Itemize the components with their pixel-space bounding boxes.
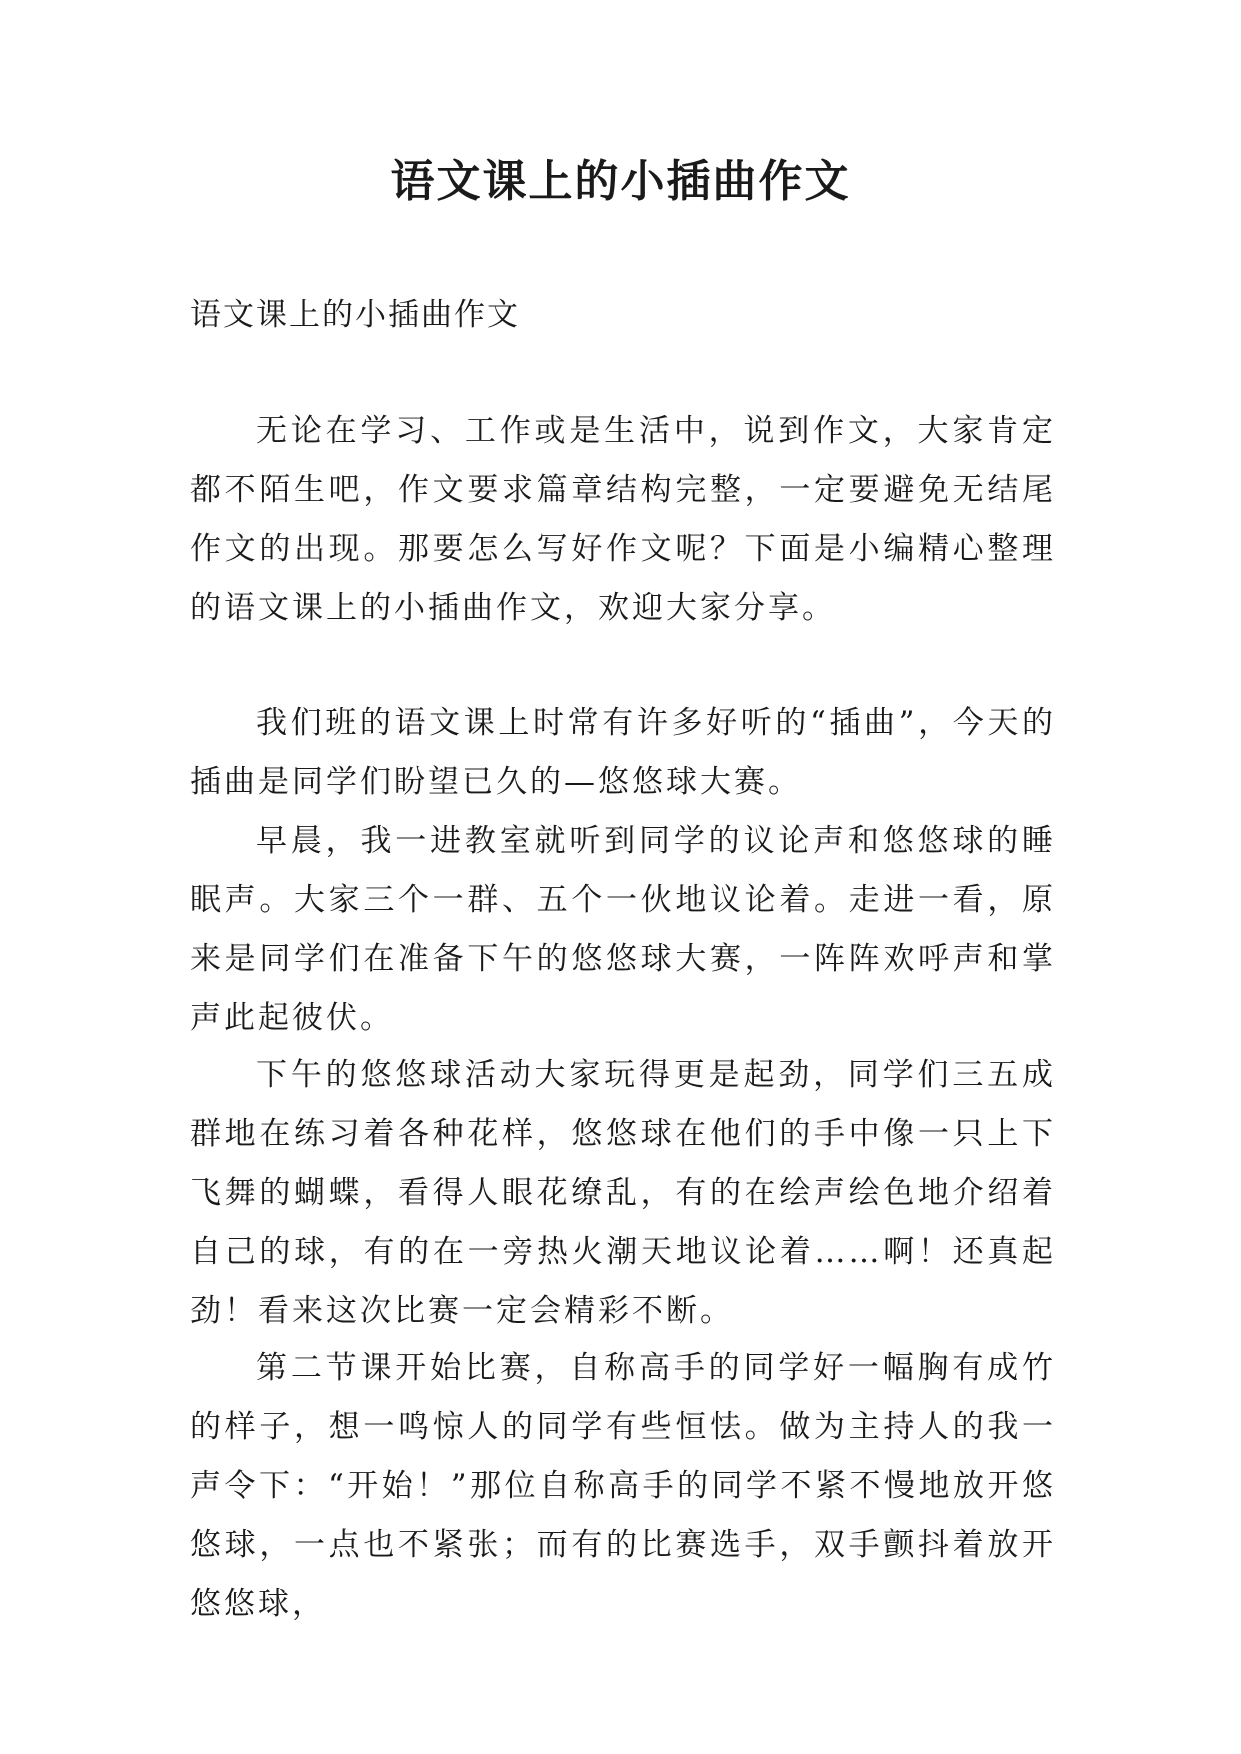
body-paragraph: 我们班的语文课上时常有许多好听的“插曲”，今天的插曲是同学们盼望已久的—悠悠球大赛。 [190, 705, 1056, 800]
body-paragraph: 下午的悠悠球活动大家玩得更是起劲，同学们三五成群地在练习着各种花样，悠悠球在他们的手中像一只上下飞舞的蝴蝶，看得人眼花缭乱，有的在绘声绘色地介绍着自己的球，有的在一旁热火潮天地议论着……啊！还真起劲！看来这次比赛一定会精彩不断。 [190, 1057, 1056, 1329]
body-paragraph: 第二节课开始比赛，自称高手的同学好一幅胸有成竹的样子，想一鸣惊人的同学有些恒怯。做为主持人的我一声令下：“开始！”那位自称高手的同学不紧不慢地放开悠悠球，一点也不紧张；而有的比赛选手，双手颤抖着放开悠悠球， [190, 1350, 1056, 1622]
document-title: 语文课上的小插曲作文 [390, 156, 851, 207]
body-paragraph: 早晨，我一进教室就听到同学的议论声和悠悠球的睡眠声。大家三个一群、五个一伙地议论着。走进一看，原来是同学们在准备下午的悠悠球大赛，一阵阵欢呼声和掌声此起彼伏。 [190, 823, 1056, 1036]
document-subtitle: 语文课上的小插曲作文 [190, 297, 520, 333]
intro-paragraph: 无论在学习、工作或是生活中，说到作文，大家肯定都不陌生吧，作文要求篇章结构完整，一定要避免无结尾作文的出现。那要怎么写好作文呢？下面是小编精心整理的语文课上的小插曲作文，欢迎大家分享。 [190, 413, 1056, 626]
